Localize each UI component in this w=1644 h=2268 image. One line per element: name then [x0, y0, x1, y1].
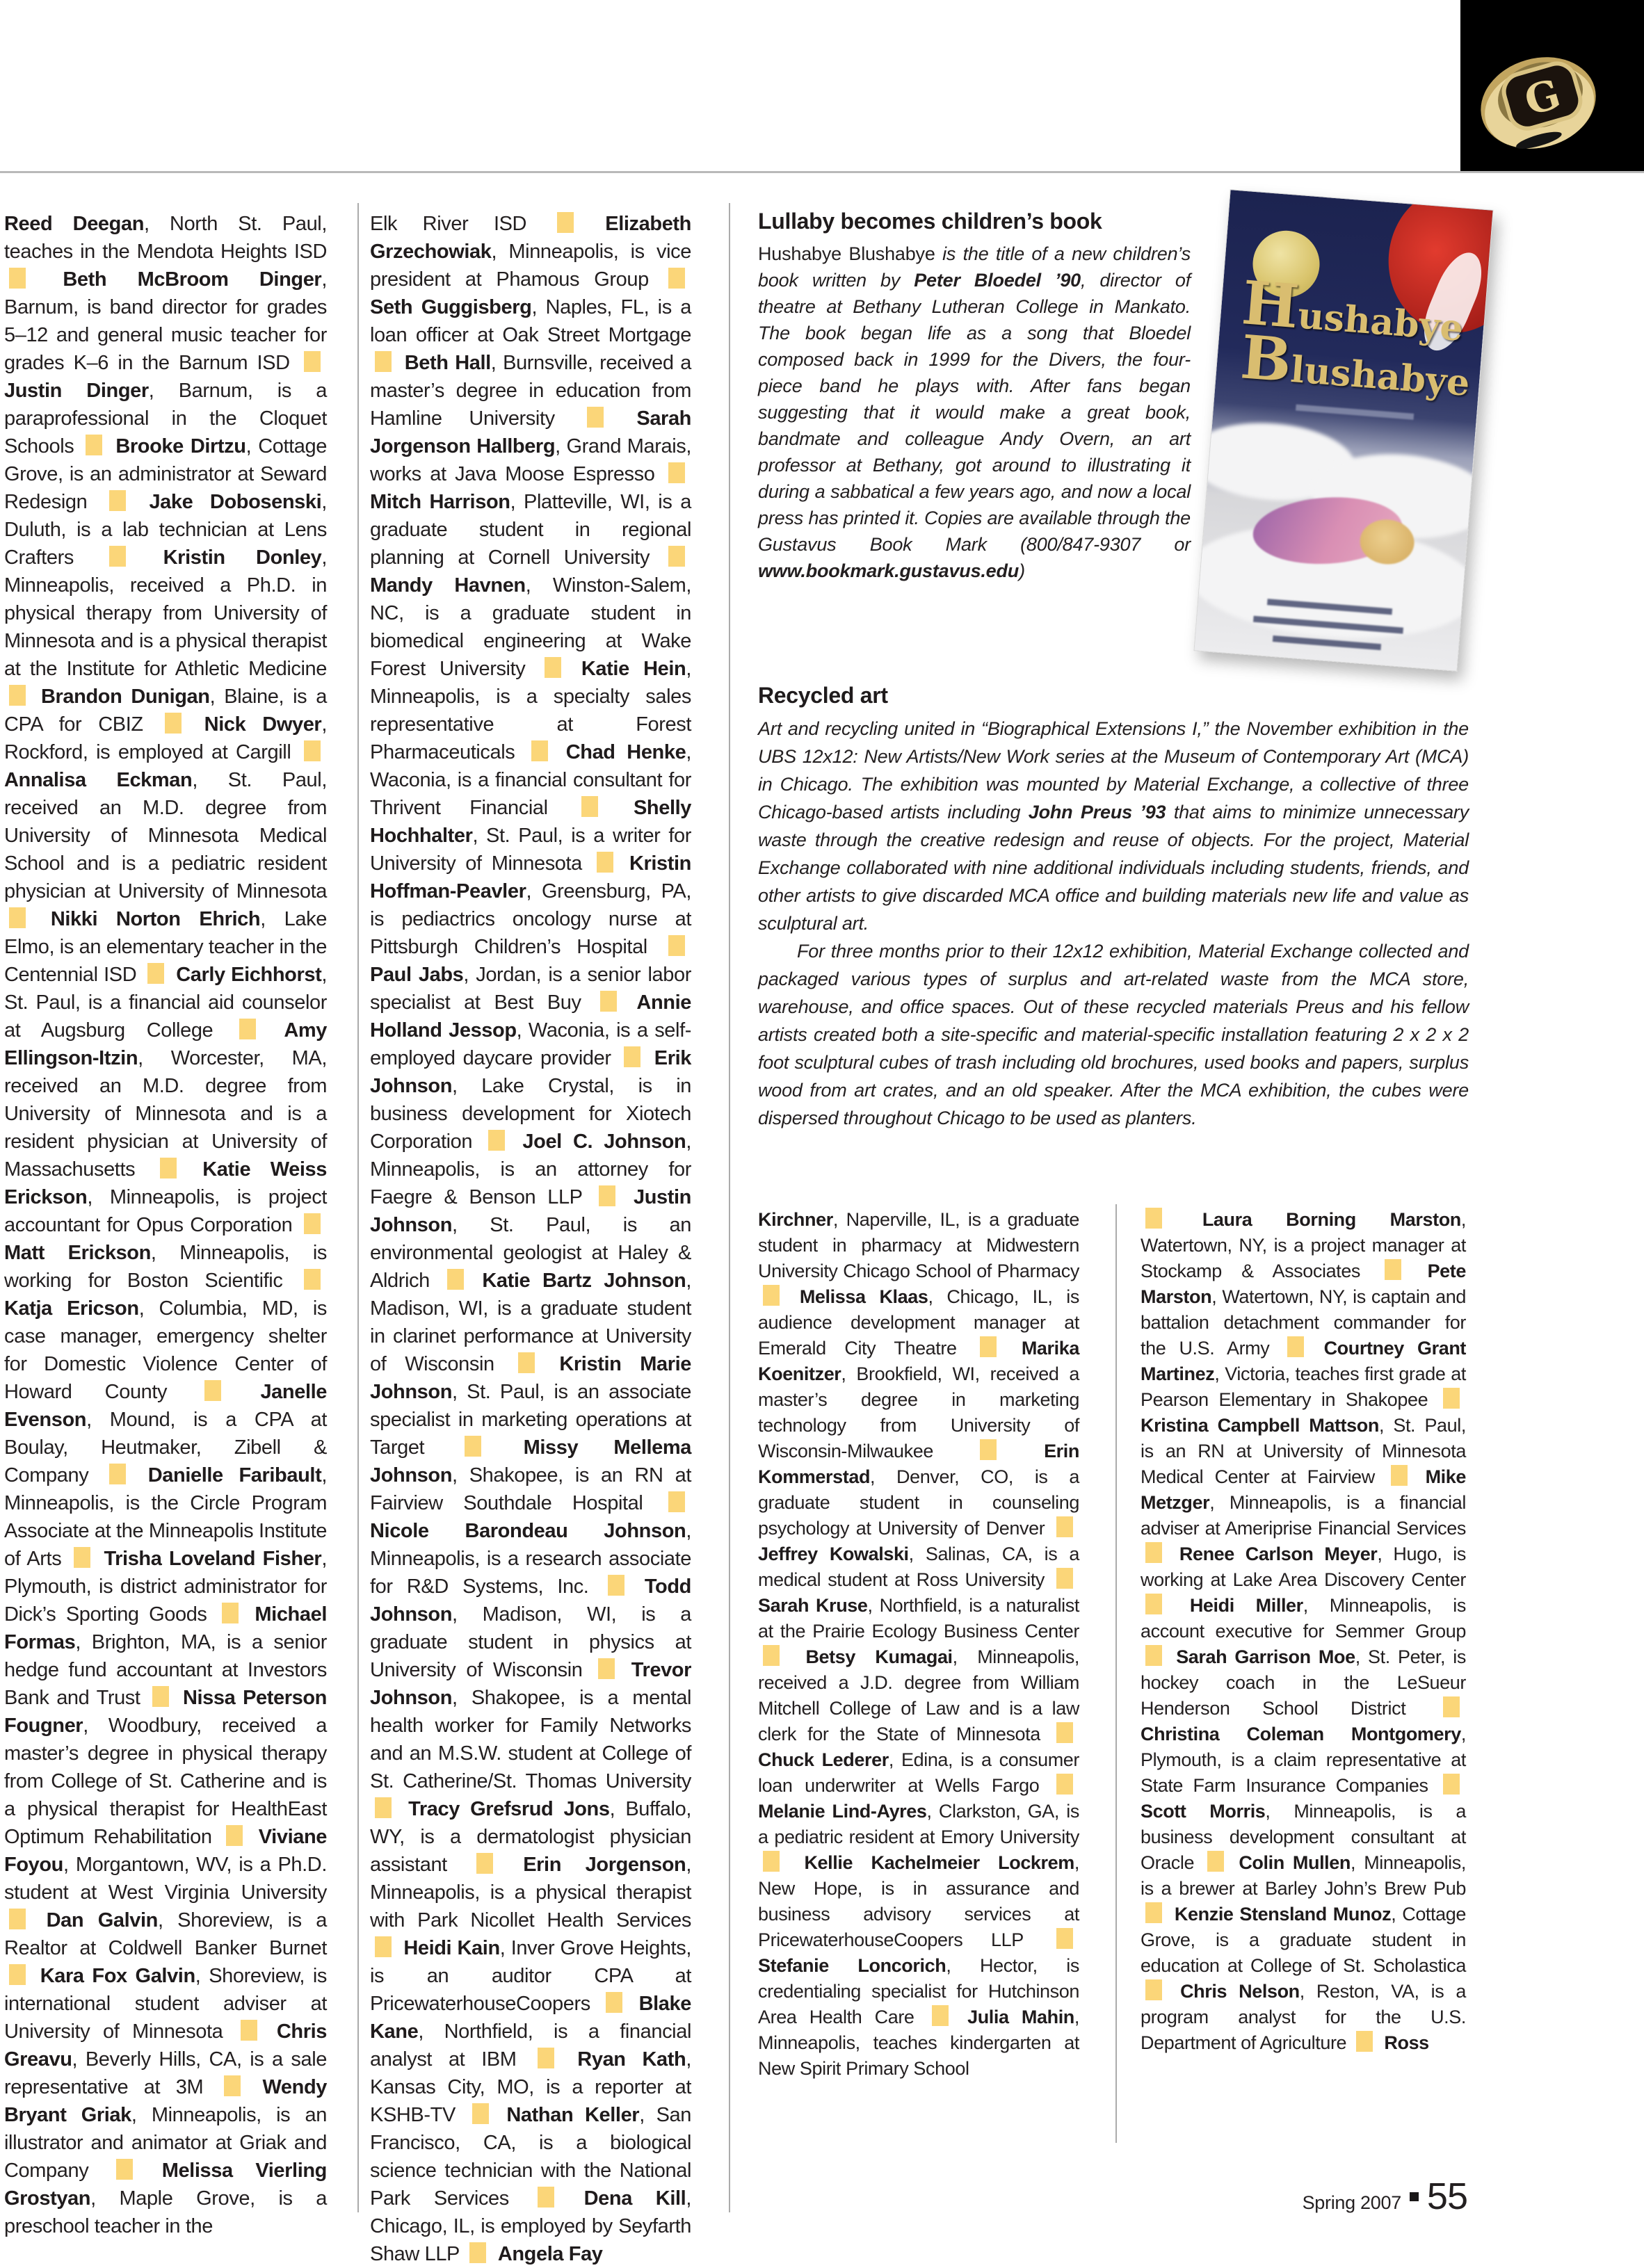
entry-marker-square: [1443, 1388, 1460, 1409]
entry-marker-square: [1145, 1208, 1162, 1229]
class-notes-column-2: Elk River ISD Elizabeth Grzechowiak, Minneapolis, is vice president at Phamous Group Seth Guggisberg, Naples, FL, is a loan officer at Oak Street Mortgage Beth Hall, Burnsville, received a master’s degree in education from Hamline University Sarah Jorgenson Hallberg, Grand Marais, works at Java Moose Espresso Mitch Harrison, Platteville, WI, is a graduate student in regional planning at Cornell University Mandy Havnen, Winston-Salem, NC, is a graduate student in biomedical engineering at Wake Forest University Katie Hein, Minneapolis, is a specialty sales representative at Forest Pharmaceuticals Chad Henke, Waconia, is a financial consultant for Thrivent Financial Shelly Hochhalter, St. Paul, is a writer for University of Minnesota Kristin Hoffman-Peavler, Greensburg, PA, is pediactrics oncology nurse at Pittsburgh Children’s Hospital Paul Jabs, Jordan, is a senior labor specialist at Best Buy Annie Holland Jessop, Waconia, is a self-employed daycare provider Erik Johnson, Lake Crystal, is in business development for Xiotech Corporation Joel C. Johnson, Minneapolis, is an attorney for Faegre & Benson LLP Justin Johnson, St. Paul, is an environmental geologist at Haley & Aldrich Katie Bartz Johnson, Madison, WI, is a graduate student in clarinet performance at University of Wisconsin Kristin Marie Johnson, St. Paul, is an associate specialist in marketing operations at Target Missy Mellema Johnson, Shakopee, is an RN at Fairview Southdale Hospital Nicole Barondeau Johnson, Minneapolis, is a research associate for R&D Systems, Inc. Todd Johnson, Madison, WI, is a graduate student in physics at University of Wisconsin Trevor Johnson, Shakopee, is a mental health worker for Family Networks and an M.S.W. student at College of St. Catherine/St. Thomas University Tracy Grefsrud Jons, Buffalo, WY, is a dermatologist physician assistant Erin Jorgenson, Minneapolis, is a physical therapist with Park Nicollet Health Services Heidi Kain, Inver Grove Heights, is an auditor CPA at PricewaterhouseCoopers Blake Kane, Northfield, is a financial analyst at IBM Ryan Kath, Kansas City, MO, is a reporter at KSHB-TV Nathan Keller, San Francisco, CA, is a biological science technician with the National Park Services Dena Kill, Chicago, IL, is employed by Seyfarth Shaw LLP Angela Fay: [370, 213, 691, 2265]
article-recycled-paragraph-1: Art and recycling united in “Biographical Extensions I,” the November exhibition in the UBS 12x12: New Artists/New Work series at the Museum of Contemporary Art (MCA) in Chicago. The exhibition was mounted by Material Exchange, a collective of three Chicago-based artists including John Preus ’93 that aims to minimize unnecessary waste through the creative redesign and reuse of objects. For the project, Material Exchange collaborated with nine additional individuals including students, friends, and other artists to give discarded MCA office and building materials new life and value as sculptural art.: [758, 718, 1469, 934]
book-cover-photo: [1193, 189, 1493, 672]
entry-marker-square: [763, 1645, 780, 1666]
entry-marker-square: [304, 351, 321, 372]
book-title-line1: Hushabye: [1239, 268, 1465, 350]
entry-marker-square: [304, 740, 321, 761]
entry-marker-square: [545, 657, 561, 678]
entry-marker-square: [1145, 1542, 1162, 1563]
entry-marker-square: [9, 685, 26, 706]
entry-marker-square: [668, 462, 685, 483]
column-divider: [1115, 1204, 1117, 2143]
entry-marker-square: [9, 268, 26, 289]
entry-marker-square: [763, 1851, 780, 1872]
entry-marker-square: [624, 1046, 640, 1067]
entry-marker-square: [606, 1992, 622, 2013]
book-title-line2: Blushabye: [1238, 322, 1472, 405]
entry-marker-square: [152, 1686, 169, 1707]
class-notes-column-3: Kirchner, Naperville, IL, is a graduate student in pharmacy at Midwestern University Chicago School of Pharmacy Melissa Klaas, Chicago, IL, is audience development manager at Emerald City Theatre Marika Koenitzer, Brookfield, WI, received a master’s degree in marketing technology from University of Wisconsin-Milwaukee Erin Kommerstad, Denver, CO, is a graduate student in counseling psychology at University of Denver Jeffrey Kowalski, Salinas, CA, is a medical student at Ross University Sarah Kruse, Northfield, is a naturalist at the Prairie Ecology Business Center Betsy Kumagai, Minneapolis, received a J.D. degree from William Mitchell College of Law and is a law clerk for the State of Minnesota Chuck Lederer, Edina, is a consumer loan underwriter at Wells Fargo Melanie Lind-Ayres, Clarkston, GA, is a pediatric resident at Emory University Kellie Kachelmeier Lockrem, New Hope, is in assurance and business advisory services at PricewaterhouseCoopers LLP Stefanie Loncorich, Hector, is credentialing specialist for Hutchinson Area Health Care Julia Mahin, Minneapolis, teaches kindergarten at New Spirit Primary School: [758, 1209, 1079, 2079]
entry-marker-square: [9, 907, 26, 928]
entry-marker-square: [1056, 1774, 1073, 1795]
entry-marker-square: [469, 2242, 486, 2263]
article-recycled: [758, 683, 1469, 1132]
entry-marker-square: [668, 1491, 685, 1512]
entry-marker-square: [304, 1213, 321, 1234]
entry-marker-square: [1056, 1722, 1073, 1743]
entry-marker-square: [488, 1130, 505, 1151]
footer-separator-square: [1410, 2192, 1419, 2201]
entry-marker-square: [1443, 1774, 1460, 1795]
entry-marker-square: [147, 963, 164, 984]
entry-marker-square: [222, 1603, 239, 1623]
entry-marker-square: [239, 1019, 256, 1039]
entry-marker-square: [109, 490, 126, 511]
entry-marker-square: [116, 2159, 133, 2180]
entry-marker-square: [375, 351, 392, 372]
entry-marker-square: [304, 1269, 321, 1290]
entry-marker-square: [375, 1797, 392, 1818]
entry-marker-square: [1385, 1259, 1401, 1280]
entry-marker-square: [476, 1853, 493, 1874]
entry-marker-square: [447, 1269, 464, 1290]
entry-marker-square: [980, 1439, 997, 1460]
footer-page-number: 55: [1426, 2176, 1467, 2217]
entry-marker-square: [581, 796, 598, 817]
entry-marker-square: [1056, 1516, 1073, 1537]
entry-marker-square: [668, 935, 685, 956]
entry-marker-square: [597, 852, 613, 873]
header-rule: [0, 171, 1644, 173]
class-notes-column-1: Reed Deegan, North St. Paul, teaches in the Mendota Heights ISD Beth McBroom Dinger, Barnum, is band director for grades 5–12 and general music teacher for grades K–6 in the Barnum ISD Justin Dinger, Barnum, is a paraprofessional in the Cloquet Schools Brooke Dirtzu, Cottage Grove, is an administrator at Seward Redesign Jake Dobosenski, Duluth, is a lab technician at Lens Crafters Kristin Donley, Minneapolis, received a Ph.D. in physical therapy from University of Minnesota and is a physical therapist at the Institute for Athletic Medicine Brandon Dunigan, Blaine, is a CPA for CBIZ Nick Dwyer, Rockford, is employed at Cargill Annalisa Eckman, St. Paul, received an M.D. degree from University of Minnesota Medical School and is a pediatric resident physician at University of Minnesota Nikki Norton Ehrich, Lake Elmo, is an elementary teacher in the Centennial ISD Carly Eichhorst, St. Paul, is a financial aid counselor at Augsburg College Amy Ellingson-Itzin, Worcester, MA, received an M.D. degree from University of Minnesota and is a resident physician at University of Massachusetts Katie Weiss Erickson, Minneapolis, is project accountant for Opus Corporation Matt Erickson, Minneapolis, is working for Boston Scientific Katja Ericson, Columbia, MD, is case manager, emergency shelter for Domestic Violence Center of Howard County Janelle Evenson, Mound, is a CPA at Boulay, Heutmaker, Zibell & Company Danielle Faribault, Minneapolis, is the Circle Program Associate at the Minneapolis Institute of Arts Trisha Loveland Fisher, Plymouth, is district administrator for Dick’s Sporting Goods Michael Formas, Brighton, MA, is a senior hedge fund accountant at Investors Bank and Trust Nissa Peterson Fougner, Woodbury, received a master’s degree in physical therapy from College of St. Catherine and is a physical therapist for HealthEast Optimum Rehabilitation Viviane Foyou, Morgantown, WV, is a Ph.D. student at West Virginia University Dan Galvin, Shoreview, is a Realtor at Coldwell Banker Burnet Kara Fox Galvin, Shoreview, is international student adviser at University of Minnesota Chris Greavu, Beverly Hills, CA, is a sale representative at 3M Wendy Bryant Griak, Minneapolis, is an illustrator and animator at Griak and Company Melissa Vierling Grostyan, Maple Grove, is a preschool teacher in the: [4, 213, 328, 2237]
entry-marker-square: [224, 2075, 241, 2096]
entry-marker-square: [1145, 1594, 1162, 1614]
entry-marker-square: [1145, 1902, 1162, 1923]
entry-marker-square: [599, 1185, 615, 1206]
class-notes-column-4: Laura Borning Marston, Watertown, NY, is a project manager at Stockamp & Associates Pete Marston, Watertown, NY, is captain and battalion detachment commander for the U.S. Army Courtney Grant Martinez, Victoria, teaches first grade at Pearson Elementary in Shakopee Kristina Campbell Mattson, St. Paul, is an RN at University of Minnesota Medical Center at Fairview Mike Metzger, Minneapolis, is a financial adviser at Ameriprise Financial Services Renee Carlson Meyer, Hugo, is working at Lake Area Discovery Center Heidi Miller, Minneapolis, is account executive for Semmer Group Sarah Garrison Moe, St. Peter, is hockey coach in the LeSueur Henderson School District Christina Coleman Montgomery, Plymouth, is a claim representative at State Farm Insurance Companies Scott Morris, Minneapolis, is a business development consultant at Oracle Colin Mullen, Minneapolis, is a brewer at Barley John’s Brew Pub Kenzie Stensland Munoz, Cottage Grove, is a graduate student in education at College of St. Scholastica Chris Nelson, Reston, VA, is a program analyst for the U.S. Department of Agriculture Ross: [1141, 1209, 1467, 2053]
entry-marker-square: [980, 1336, 997, 1357]
entry-marker-square: [538, 2048, 554, 2068]
entry-marker-square: [1287, 1336, 1304, 1357]
entry-marker-square: [109, 1464, 126, 1484]
entry-marker-square: [600, 991, 617, 1012]
column-divider: [357, 203, 359, 2212]
article-recycled-title: Recycled art: [758, 683, 888, 708]
article-lullaby-body: Hushabye Blushabye is the title of a new children’s book written by Peter Bloedel ’90, director of theatre at Bethany Lutheran College in Mankato. The book began life as a song that Bloedel composed back in 1999 for the Divers, the four-piece band he plays with. After fans began suggesting that it would make a great book, bandmate and colleague Andy Overn, an art professor at Bethany, got around to illustrating it during a sabbatical a few years ago, and now a local press has printed it. Copies are available through the Gustavus Book Mark (800/847-9307 or www.bookmark.gustavus.edu): [758, 243, 1191, 581]
entry-marker-square: [668, 268, 685, 289]
entry-marker-square: [74, 1547, 90, 1568]
entry-marker-square: [204, 1380, 221, 1401]
entry-marker-square: [1145, 1645, 1162, 1666]
entry-marker-square: [1056, 1568, 1073, 1589]
entry-marker-square: [538, 2187, 554, 2208]
page-footer: [1113, 2175, 1467, 2218]
entry-marker-square: [1207, 1851, 1224, 1872]
entry-marker-square: [9, 1909, 26, 1929]
ring-monogram: G: [1519, 70, 1566, 125]
entry-marker-square: [160, 1158, 177, 1178]
book-subtitle: [1296, 405, 1414, 420]
entry-marker-square: [557, 212, 574, 233]
class-ring-icon: [1460, 0, 1644, 171]
entry-marker-square: [763, 1285, 780, 1306]
entry-marker-square: [86, 435, 102, 455]
entry-marker-square: [226, 1825, 243, 1846]
entry-marker-square: [1391, 1465, 1408, 1486]
entry-marker-square: [1145, 1979, 1162, 2000]
footer-issue: Spring 2007: [1302, 2192, 1401, 2213]
header-band: [1460, 0, 1644, 171]
entry-marker-square: [608, 1575, 624, 1596]
entry-marker-square: [375, 1936, 392, 1957]
entry-marker-square: [932, 2005, 949, 2026]
entry-marker-square: [1056, 1928, 1073, 1949]
entry-marker-square: [465, 1436, 481, 1457]
entry-marker-square: [241, 2020, 257, 2041]
entry-marker-square: [472, 2103, 489, 2124]
entry-marker-square: [587, 407, 604, 428]
entry-marker-square: [1443, 1696, 1460, 1717]
entry-marker-square: [598, 1658, 615, 1679]
entry-marker-square: [518, 1352, 535, 1373]
entry-marker-square: [1356, 2031, 1373, 2052]
entry-marker-square: [165, 713, 182, 734]
article-lullaby-title: Lullaby becomes children’s book: [758, 209, 1102, 234]
article-lullaby: [758, 209, 1191, 584]
entry-marker-square: [109, 546, 126, 567]
column-divider: [729, 203, 730, 2212]
article-recycled-paragraph-2: For three months prior to their 12x12 exhibition, Material Exchange collected and packaged various types of surplus and art-related waste from the MCA store, warehouse, and office spaces. Out of these recycled materials Preus and his fellow artists created both a site-specific and material-specific installation featuring 2 x 2 x 2 foot sculptural cubes of trash including old brochures, used books and papers, surplus wood from art crates, and an old speaker. After the MCA exhibition, the cubes were dispersed throughout Chicago to be used as planters.: [758, 941, 1469, 1128]
entry-marker-square: [668, 546, 685, 567]
entry-marker-square: [531, 740, 548, 761]
entry-marker-square: [9, 1964, 26, 1985]
